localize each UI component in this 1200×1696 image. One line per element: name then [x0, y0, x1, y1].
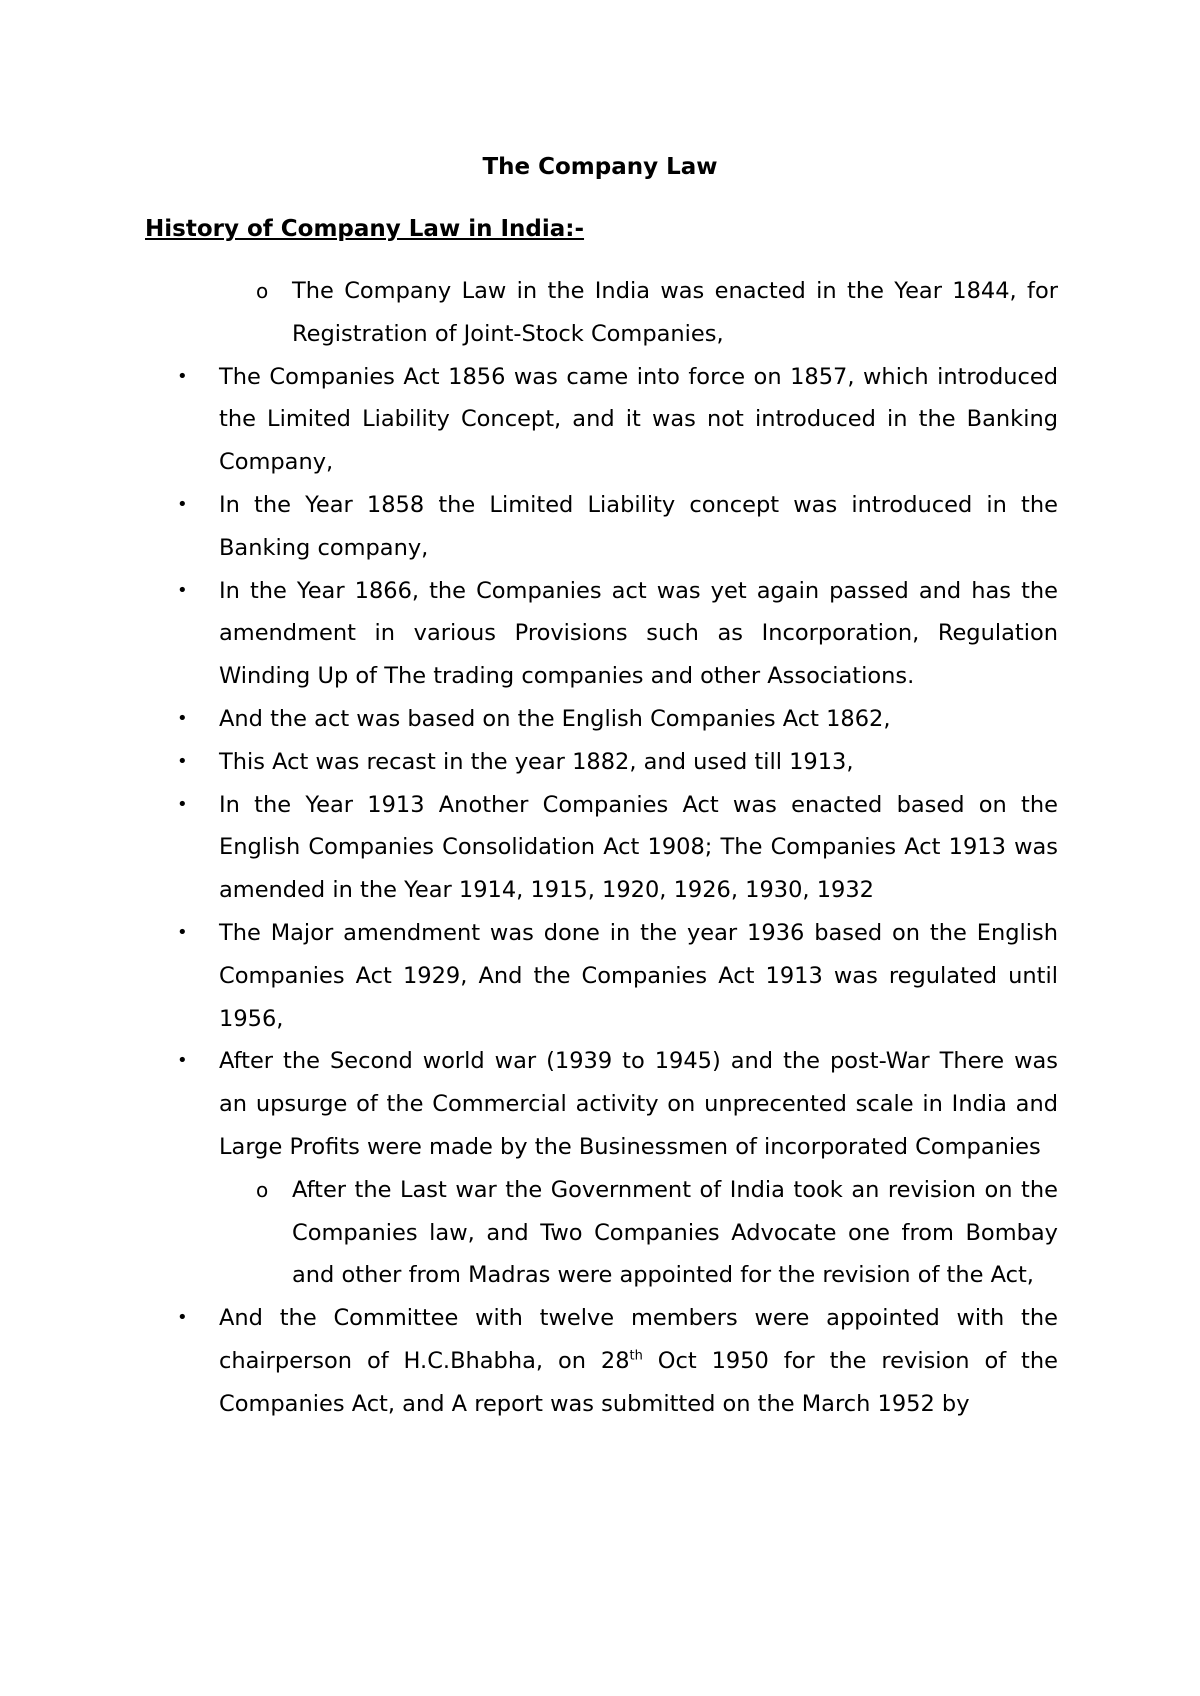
list-item-text: After the Second world war (1939 to 1945) and the post-War There was an upsurge of the Commercial activity on unprecented scale in India and Large Profits were made by the Businessmen of incorporated Companies	[219, 1048, 1058, 1160]
hollow-bullet-icon: o	[256, 1177, 269, 1202]
history-list	[0, 270, 1200, 1426]
hollow-bullet-icon: o	[256, 279, 269, 303]
list-item-text: The Company Law in the India was enacted in the Year 1844, for Registration of Joint-Stock Companies,	[292, 278, 1058, 347]
list-item	[256, 270, 1058, 356]
bullet-icon: •	[177, 579, 188, 601]
list-item-text: In the Year 1913 Another Companies Act was enacted based on the English Companies Consolidation Act 1908; The Companies Act 1913 was amended in the Year 1914, 1915, 1920, 1926, 1930, 1932	[219, 791, 1058, 904]
bullet-icon: •	[177, 921, 188, 943]
list-item	[256, 1169, 1058, 1297]
bullet-icon: •	[177, 1050, 188, 1072]
list-item-text: The Companies Act 1856 was came into force on 1857, which introduced the Limited Liability Concept, and it was not introduced in the Banking Company,	[219, 363, 1058, 476]
list-item	[177, 1297, 1058, 1425]
list-item	[177, 698, 1058, 741]
bullet-icon: •	[177, 793, 188, 815]
list-item-text: In the Year 1858 the Limited Liability concept was introduced in the Banking company,	[219, 491, 1058, 561]
bullet-icon: •	[177, 750, 188, 772]
bullet-icon: •	[177, 493, 188, 515]
bullet-icon: •	[177, 1307, 188, 1329]
list-item-text-part: And the Committee with twelve members were appointed with the chairperson of H.C.Bhabha, on 28	[219, 1305, 1058, 1374]
bullet-icon: •	[177, 365, 188, 387]
list-item	[177, 912, 1058, 1040]
list-item	[177, 784, 1058, 912]
list-item	[177, 484, 1058, 570]
list-item	[177, 741, 1058, 784]
list-item	[177, 1040, 1058, 1168]
bullet-icon: •	[177, 707, 188, 729]
list-item-text: In the Year 1866, the Companies act was yet again passed and has the amendment in various Provisions such as Incorporation, Regulation Winding Up of The trading companies and other Associations.	[219, 577, 1058, 690]
list-item-text: This Act was recast in the year 1882, and used till 1913,	[219, 748, 854, 775]
ordinal-superscript: th	[629, 1348, 643, 1364]
list-item-text: After the Last war the Government of India took an revision on the Companies law, and Two Companies Advocate one from Bombay and other from Madras were appointed for the revision of the Act,	[292, 1176, 1058, 1289]
list-item-text: And the act was based on the English Companies Act 1862,	[219, 705, 891, 732]
list-item	[177, 356, 1058, 484]
document-title: The Company Law	[482, 154, 718, 180]
section-heading: History of Company Law in India:-	[145, 216, 585, 242]
list-item-text-part: Oct 1950 for the revision of the Companies Act, and A report was submitted on the March 1952 by	[219, 1347, 1058, 1417]
list-item-text	[219, 1305, 1058, 1417]
list-item	[177, 570, 1058, 698]
list-item-text: The Major amendment was done in the year 1936 based on the English Companies Act 1929, And the Companies Act 1913 was regulated until 1956,	[219, 919, 1058, 1032]
